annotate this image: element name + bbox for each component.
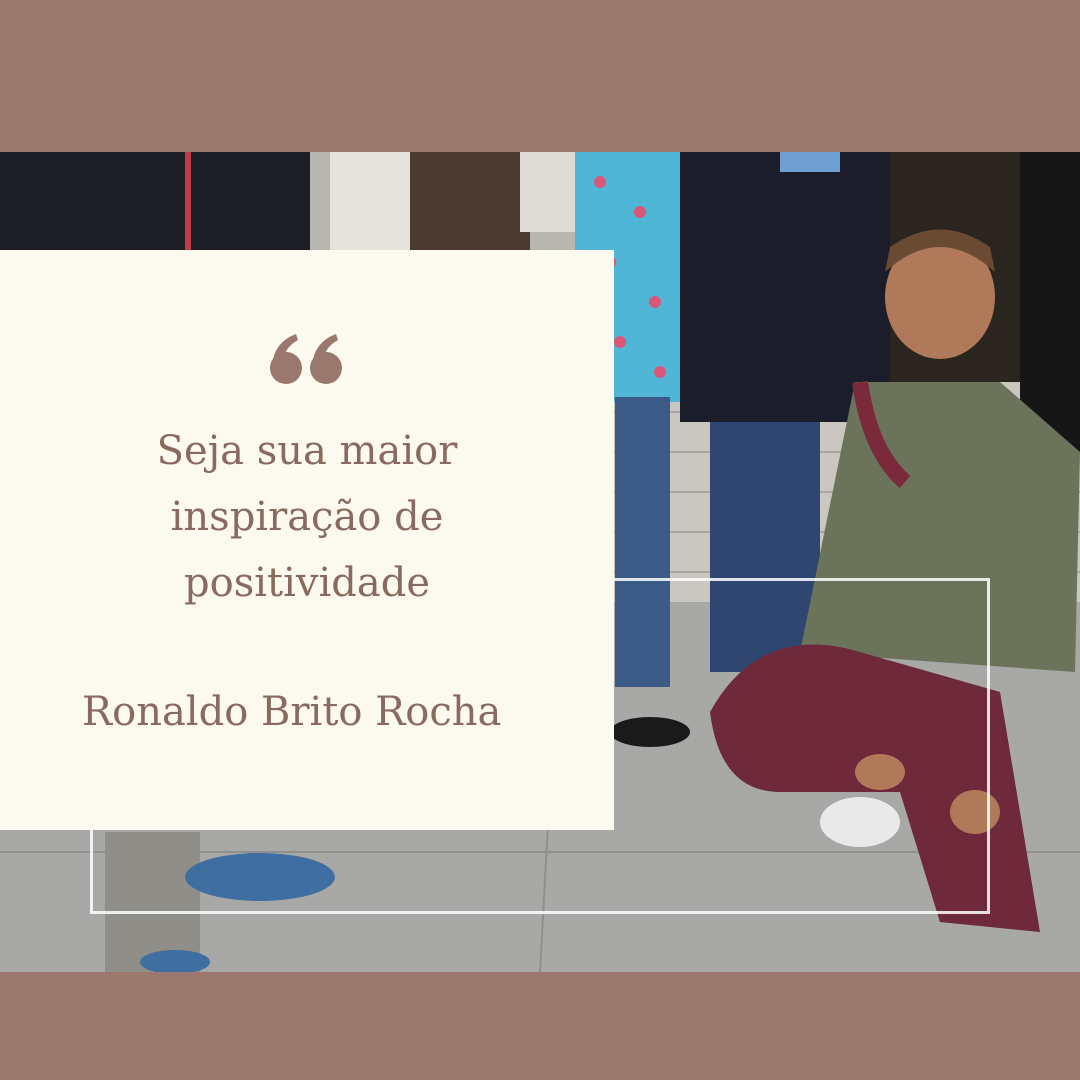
quote-text [0,418,614,616]
bottom-color-band [0,972,1080,1080]
quote-author: Ronaldo Brito Rocha [82,689,502,735]
quote-line: inspiração de [170,494,444,540]
quote-line: positividade [184,560,430,606]
top-color-band [0,0,1080,152]
quote-line: Seja sua maior [156,428,458,474]
quote-icon [268,330,348,390]
